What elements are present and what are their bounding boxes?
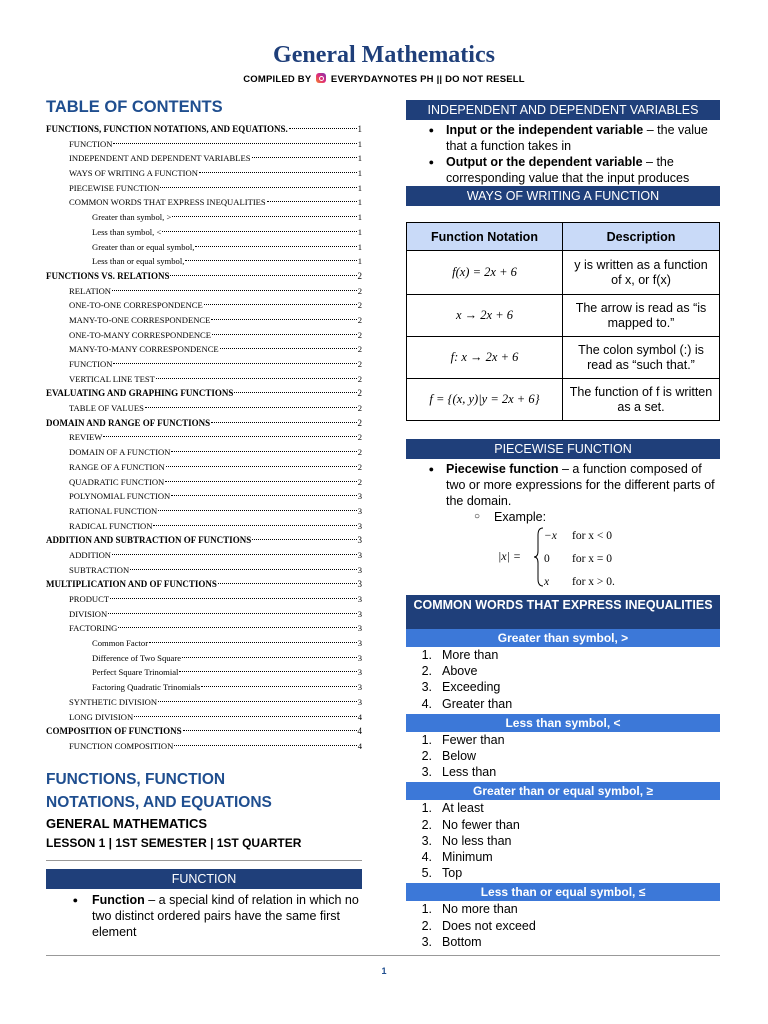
toc-entry[interactable]	[46, 166, 362, 181]
toc-entry-title: ADDITION	[69, 549, 112, 560]
toc-leader-dots	[113, 363, 356, 364]
lesson-line: LESSON 1 | 1ST SEMESTER | 1ST QUARTER	[46, 835, 302, 850]
toc-entry[interactable]	[46, 577, 362, 592]
toc-entry-title: MULTIPLICATION AND OF FUNCTIONS	[46, 579, 217, 590]
bullet-icon: ●	[428, 464, 434, 474]
compiled-by-line	[0, 73, 768, 85]
list-item-text: Greater than	[442, 696, 513, 711]
list-item	[406, 696, 720, 712]
toc-leader-dots	[211, 422, 356, 423]
description-cell: The function of f is written as a set.	[563, 379, 720, 421]
toc-leader-dots	[212, 334, 357, 335]
variable-text: – the corresponding value that the input produces	[446, 155, 690, 185]
toc-entry-page: 1	[357, 138, 362, 149]
section-heading-line2: NOTATIONS, AND EQUATIONS	[46, 793, 272, 811]
toc-entry[interactable]	[46, 342, 362, 357]
table-header: Description	[563, 223, 720, 251]
toc-entry-page: 3	[357, 638, 362, 649]
toc-leader-dots	[162, 231, 356, 232]
variable-term: Input or the independent variable	[446, 123, 644, 137]
toc-leader-dots	[158, 701, 357, 702]
list-number: 2.	[421, 749, 432, 764]
bullet-icon: ●	[428, 125, 434, 135]
table-row	[407, 295, 720, 337]
toc-entry-title: SYNTHETIC DIVISION	[69, 696, 158, 707]
toc-entry-title: REVIEW	[69, 432, 103, 443]
toc-entry-page: 3	[357, 682, 362, 693]
toc-leader-dots	[110, 598, 357, 599]
toc-entry-page: 3	[357, 579, 362, 590]
toc-entry-page: 3	[357, 564, 362, 575]
toc-leader-dots	[166, 466, 357, 467]
toc-leader-dots	[179, 671, 356, 672]
piecewise-list	[406, 459, 720, 509]
toc-entry[interactable]	[46, 328, 362, 343]
list-item	[406, 154, 720, 186]
inequalities-bar: COMMON WORDS THAT EXPRESS INEQUALITIES	[406, 595, 720, 629]
toc-entry[interactable]	[46, 210, 362, 225]
toc-leader-dots	[182, 657, 357, 658]
toc-entry-title: LONG DIVISION	[69, 711, 134, 722]
list-number: 2.	[421, 664, 432, 679]
toc-entry[interactable]	[46, 240, 362, 255]
toc-entry-title: FUNCTIONS VS. RELATIONS	[46, 270, 170, 281]
toc-entry-title: INDEPENDENT AND DEPENDENT VARIABLES	[69, 153, 251, 164]
toc-entry-page: 2	[357, 461, 362, 472]
toc-entry-title: Less than symbol, <	[92, 226, 162, 237]
variable-text: – the value that a function takes in	[446, 123, 708, 153]
toc-entry-page: 1	[357, 182, 362, 193]
toc-entry[interactable]	[46, 710, 362, 725]
toc-entry[interactable]	[46, 225, 362, 240]
toc-leader-dots	[112, 290, 357, 291]
toc-leader-dots	[234, 392, 356, 393]
toc-entry-page: 3	[357, 696, 362, 707]
toc-leader-dots	[174, 745, 356, 746]
toc-entry-title: COMMON WORDS THAT EXPRESS INEQUALITIES	[69, 197, 266, 208]
right-column	[406, 100, 720, 950]
toc-entry-page: 3	[357, 652, 362, 663]
list-item-text: Less than	[442, 765, 497, 780]
example-row	[406, 509, 720, 525]
toc-leader-dots	[289, 128, 357, 129]
list-item	[406, 663, 720, 679]
case-expr: 0	[544, 553, 550, 565]
toc-list	[46, 122, 362, 754]
example-label: Example:	[494, 510, 547, 524]
table-row	[407, 379, 720, 421]
inequality-word-list	[406, 901, 720, 950]
toc-entry-page: 3	[357, 491, 362, 502]
circle-bullet-icon: ○	[474, 511, 481, 522]
list-number: 4.	[421, 850, 432, 865]
toc-entry[interactable]	[46, 269, 362, 284]
list-item	[406, 918, 720, 934]
toc-entry-title: PRODUCT	[69, 594, 110, 604]
toc-entry-page: 1	[357, 124, 362, 134]
list-number: 2.	[421, 918, 432, 933]
toc-leader-dots	[252, 157, 357, 158]
toc-entry-title: Difference of Two Square	[92, 652, 182, 663]
piecewise-term: Piecewise function	[446, 462, 559, 476]
toc-entry[interactable]	[46, 489, 362, 504]
section-heading-line1: FUNCTIONS, FUNCTION	[46, 770, 226, 788]
toc-leader-dots	[156, 378, 357, 379]
toc-entry-page: 2	[357, 403, 362, 414]
toc-entry[interactable]	[46, 592, 362, 607]
bullet-icon: ●	[72, 894, 78, 905]
list-number: 5.	[421, 866, 432, 881]
toc-entry[interactable]	[46, 284, 362, 299]
toc-entry-title: Less than or equal symbol,	[92, 256, 185, 267]
description-cell: The arrow is read as “is mapped to.”	[563, 295, 720, 337]
toc-entry-page: 2	[357, 432, 362, 443]
toc-entry[interactable]	[46, 475, 362, 490]
piecewise-bar: PIECEWISE FUNCTION	[406, 439, 720, 459]
function-term: Function	[92, 892, 145, 907]
toc-entry[interactable]	[46, 548, 362, 563]
toc-leader-dots	[112, 554, 357, 555]
toc-entry-title: FUNCTION	[69, 138, 113, 149]
list-item-text: Top	[442, 866, 463, 881]
toc-entry-page: 1	[357, 153, 362, 164]
toc-entry-page: 1	[357, 168, 362, 179]
toc-entry-page: 4	[357, 711, 362, 722]
list-item-text: Minimum	[442, 850, 493, 865]
notation-cell: f: x → 2x + 6	[407, 337, 563, 379]
toc-leader-dots	[199, 172, 357, 173]
list-item	[406, 833, 720, 849]
toc-entry-page: 2	[357, 314, 362, 325]
toc-entry[interactable]	[46, 445, 362, 460]
toc-entry-title: Perfect Square Trinomial	[92, 667, 179, 678]
toc-entry-page: 3	[357, 623, 362, 634]
toc-leader-dots	[153, 525, 356, 526]
case-expr: x	[544, 576, 550, 588]
list-number: 1.	[421, 801, 432, 816]
toc-entry-title: QUADRATIC FUNCTION	[69, 476, 165, 487]
toc-entry-title: FACTORING	[69, 623, 118, 634]
toc-leader-dots	[204, 304, 357, 305]
toc-leader-dots	[149, 642, 357, 643]
toc-entry-page: 3	[357, 594, 362, 604]
table-row	[407, 337, 720, 379]
toc-entry[interactable]	[46, 680, 362, 695]
list-item-text: Bottom	[442, 934, 482, 949]
list-item-text: Fewer than	[442, 732, 505, 747]
toc-entry-title: FUNCTION	[69, 359, 113, 369]
function-bar: FUNCTION	[46, 869, 362, 889]
toc-entry[interactable]	[46, 254, 362, 269]
toc-leader-dots	[172, 216, 356, 217]
toc-entry-title: RANGE OF A FUNCTION	[69, 461, 165, 472]
toc-leader-dots	[165, 481, 356, 482]
function-definition	[46, 892, 362, 940]
toc-leader-dots	[130, 569, 357, 570]
toc-entry[interactable]	[46, 151, 362, 166]
list-item-text: Below	[442, 749, 477, 764]
toc-entry-page: 1	[357, 241, 362, 252]
toc-leader-dots	[158, 510, 356, 511]
list-number: 3.	[421, 765, 432, 780]
bullet-icon: ●	[428, 157, 434, 167]
function-notation-table	[406, 222, 720, 421]
inequality-groups	[406, 629, 720, 950]
toc-leader-dots	[171, 495, 356, 496]
toc-entry-page: 3	[357, 520, 362, 531]
toc-entry-title: WAYS OF WRITING A FUNCTION	[69, 168, 198, 179]
toc-leader-dots	[113, 143, 356, 144]
list-item-text: Above	[442, 664, 478, 679]
toc-leader-dots	[145, 407, 357, 408]
list-item-text: No less than	[442, 833, 512, 848]
toc-entry-page: 2	[357, 476, 362, 487]
toc-leader-dots	[170, 275, 356, 276]
toc-entry-title: Greater than symbol, >	[92, 212, 172, 223]
toc-entry-page: 1	[357, 212, 362, 223]
toc-leader-dots	[134, 716, 356, 717]
inequality-group-bar: Less than or equal symbol, ≤	[406, 883, 720, 901]
toc-entry-page: 3	[357, 505, 362, 516]
case-cond: for x < 0	[572, 530, 613, 542]
description-cell: y is written as a function of x, or f(x)	[563, 251, 720, 295]
toc-entry-title: RELATION	[69, 285, 112, 296]
toc-entry[interactable]	[46, 386, 362, 401]
ways-bar: WAYS OF WRITING A FUNCTION	[406, 186, 720, 206]
toc-entry-page: 1	[357, 226, 362, 237]
instagram-icon	[316, 73, 326, 83]
notation-cell: f = {(x, y)|y = 2x + 6}	[407, 379, 563, 421]
formula-lhs: |x| =	[498, 549, 522, 563]
toc-entry[interactable]	[46, 504, 362, 519]
list-item-text: More than	[442, 648, 499, 662]
inequality-word-list	[406, 732, 720, 781]
toc-entry-title: PIECEWISE FUNCTION	[69, 182, 160, 193]
notation-cell: f(x) = 2x + 6	[407, 251, 563, 295]
toc-entry-title: DIVISION	[69, 608, 108, 619]
toc-entry-title: Factoring Quadratic Trinomials	[92, 682, 201, 693]
case-row	[544, 530, 613, 542]
toc-entry-page: 1	[357, 197, 362, 208]
toc-entry-title: Greater than or equal symbol,	[92, 241, 195, 252]
toc-leader-dots	[252, 539, 356, 540]
inequality-group-bar: Less than symbol, <	[406, 714, 720, 732]
toc-leader-dots	[218, 583, 357, 584]
description-cell: The colon symbol (:) is read as “such that.”	[563, 337, 720, 379]
toc-entry[interactable]	[46, 122, 362, 137]
toc-leader-dots	[220, 348, 357, 349]
toc-entry[interactable]	[46, 533, 362, 548]
toc-entry-page: 3	[357, 549, 362, 560]
left-brace-icon	[534, 527, 544, 587]
toc-entry-title: MANY-TO-ONE CORRESPONDENCE	[69, 314, 211, 325]
toc-entry-title: ADDITION AND SUBTRACTION OF FUNCTIONS	[46, 535, 252, 546]
page-number: 1	[381, 966, 387, 976]
list-number: 3.	[421, 680, 432, 695]
toc-entry-page: 2	[357, 447, 362, 458]
table-row	[407, 251, 720, 295]
list-item	[406, 764, 720, 780]
toc-entry-title: VERTICAL LINE TEST	[69, 373, 155, 384]
list-item	[406, 461, 720, 509]
function-definition-text: – a special kind of relation in which no two distinct ordered pairs have the same first element	[92, 892, 359, 939]
toc-entry-title: ONE-TO-ONE CORRESPONDENCE	[69, 300, 203, 311]
toc-entry-page: 2	[357, 388, 362, 399]
list-item	[406, 865, 720, 881]
list-item	[406, 679, 720, 695]
notation-cell: x → 2x + 6	[407, 295, 563, 337]
toc-leader-dots	[118, 627, 356, 628]
list-item-text: No more than	[442, 902, 518, 917]
piecewise-formula	[406, 527, 720, 591]
toc-entry-title: EVALUATING AND GRAPHING FUNCTIONS	[46, 388, 234, 399]
case-row	[544, 576, 615, 588]
list-number: 4.	[421, 696, 432, 711]
toc-entry-page: 2	[357, 373, 362, 384]
toc-entry[interactable]	[46, 607, 362, 622]
toc-entry[interactable]	[46, 430, 362, 445]
toc-entry-title: ONE-TO-MANY CORRESPONDENCE	[69, 329, 212, 340]
list-number: 1.	[421, 902, 432, 917]
variables-list	[406, 120, 720, 186]
toc-entry-title: DOMAIN AND RANGE OF FUNCTIONS	[46, 417, 211, 428]
toc-entry-page: 3	[357, 535, 362, 546]
toc-entry-title: TABLE OF VALUES	[69, 403, 144, 414]
toc-entry[interactable]	[46, 665, 362, 680]
toc-leader-dots	[160, 187, 356, 188]
toc-entry-page: 2	[357, 300, 362, 311]
list-item	[406, 817, 720, 833]
toc-entry-title: Common Factor	[92, 638, 149, 649]
list-number: 3.	[421, 833, 432, 848]
toc-entry[interactable]	[46, 636, 362, 651]
toc-entry[interactable]	[46, 460, 362, 475]
toc-leader-dots	[195, 246, 356, 247]
list-item	[406, 800, 720, 816]
toc-entry-page: 2	[357, 359, 362, 369]
toc-leader-dots	[108, 613, 357, 614]
table-header-row	[407, 223, 720, 251]
list-item	[406, 647, 720, 663]
toc-leader-dots	[103, 436, 356, 437]
divider	[46, 860, 362, 861]
variables-bar: INDEPENDENT AND DEPENDENT VARIABLES	[406, 100, 720, 120]
list-number: 1.	[421, 732, 432, 747]
case-expr: −x	[544, 530, 557, 542]
toc-entry-page: 3	[357, 608, 362, 619]
list-item	[406, 934, 720, 950]
toc-entry-title: DOMAIN OF A FUNCTION	[69, 447, 171, 458]
toc-entry[interactable]	[46, 181, 362, 196]
piecewise-definition: – a function composed of two or more expressions for the different parts of the domain.	[446, 462, 715, 508]
toc-entry-title: SUBTRACTION	[69, 564, 130, 575]
list-item-text: No fewer than	[442, 817, 520, 832]
list-item-text: Does not exceed	[442, 918, 536, 933]
footer-divider	[46, 955, 720, 956]
toc-heading: TABLE OF CONTENTS	[46, 98, 223, 116]
toc-entry[interactable]	[46, 724, 362, 739]
left-column	[46, 98, 362, 940]
toc-entry[interactable]	[46, 357, 362, 372]
toc-entry[interactable]	[46, 195, 362, 210]
list-item	[406, 849, 720, 865]
toc-entry-page: 3	[357, 667, 362, 678]
document-title: General Mathematics	[273, 42, 495, 68]
inequality-word-list	[406, 800, 720, 881]
toc-entry-title: RADICAL FUNCTION	[69, 520, 153, 531]
subject-heading: GENERAL MATHEMATICS	[46, 815, 208, 831]
toc-entry-title: FUNCTION COMPOSITION	[69, 740, 174, 751]
toc-leader-dots	[201, 686, 356, 687]
toc-entry[interactable]	[46, 416, 362, 431]
table-header: Function Notation	[407, 223, 563, 251]
section-heading	[46, 768, 362, 814]
toc-entry-page: 2	[357, 417, 362, 428]
toc-entry-page: 4	[357, 726, 362, 737]
toc-entry[interactable]	[46, 519, 362, 534]
variable-term: Output or the dependent variable	[446, 155, 643, 169]
case-row	[544, 553, 613, 565]
toc-entry-page: 2	[357, 329, 362, 340]
toc-entry[interactable]	[46, 651, 362, 666]
list-item	[406, 901, 720, 917]
list-item	[406, 748, 720, 764]
inequality-word-list	[406, 647, 720, 712]
toc-entry-title: COMPOSITION OF FUNCTIONS	[46, 726, 182, 737]
list-item	[406, 122, 720, 154]
toc-entry[interactable]	[46, 563, 362, 578]
toc-entry[interactable]	[46, 137, 362, 152]
list-item-text: Exceeding	[442, 680, 501, 695]
list-number: 3.	[421, 934, 432, 949]
case-cond: for x = 0	[572, 553, 613, 565]
toc-leader-dots	[211, 319, 356, 320]
toc-entry[interactable]	[46, 695, 362, 710]
toc-entry[interactable]	[46, 298, 362, 313]
list-number: 1.	[421, 648, 432, 662]
toc-leader-dots	[267, 201, 357, 202]
toc-entry[interactable]	[46, 372, 362, 387]
compiled-by-suffix: EVERYDAYNOTES PH || DO NOT RESELL	[330, 74, 525, 85]
case-cond: for x > 0.	[572, 576, 615, 588]
list-item-text: At least	[442, 801, 484, 816]
toc-entry-page: 4	[357, 740, 362, 751]
list-item	[406, 732, 720, 748]
list-number: 2.	[421, 817, 432, 832]
toc-leader-dots	[171, 451, 356, 452]
toc-entry-page: 2	[357, 270, 362, 281]
toc-entry[interactable]	[46, 401, 362, 416]
toc-entry-page: 2	[357, 344, 362, 355]
inequality-group-bar: Greater than symbol, >	[406, 629, 720, 647]
inequality-group-bar: Greater than or equal symbol, ≥	[406, 782, 720, 800]
toc-entry[interactable]	[46, 313, 362, 328]
toc-leader-dots	[183, 730, 357, 731]
toc-entry[interactable]	[46, 621, 362, 636]
toc-entry-title: RATIONAL FUNCTION	[69, 505, 158, 516]
toc-entry-page: 1	[357, 256, 362, 267]
toc-entry-title: FUNCTIONS, FUNCTION NOTATIONS, AND EQUATIONS.	[46, 124, 288, 134]
toc-leader-dots	[185, 260, 356, 261]
toc-entry-title: MANY-TO-MANY CORRESPONDENCE	[69, 344, 219, 355]
toc-entry[interactable]	[46, 739, 362, 754]
toc-entry-title: POLYNOMIAL FUNCTION	[69, 491, 171, 502]
toc-entry-page: 2	[357, 285, 362, 296]
compiled-by-prefix: COMPILED BY	[243, 74, 312, 85]
